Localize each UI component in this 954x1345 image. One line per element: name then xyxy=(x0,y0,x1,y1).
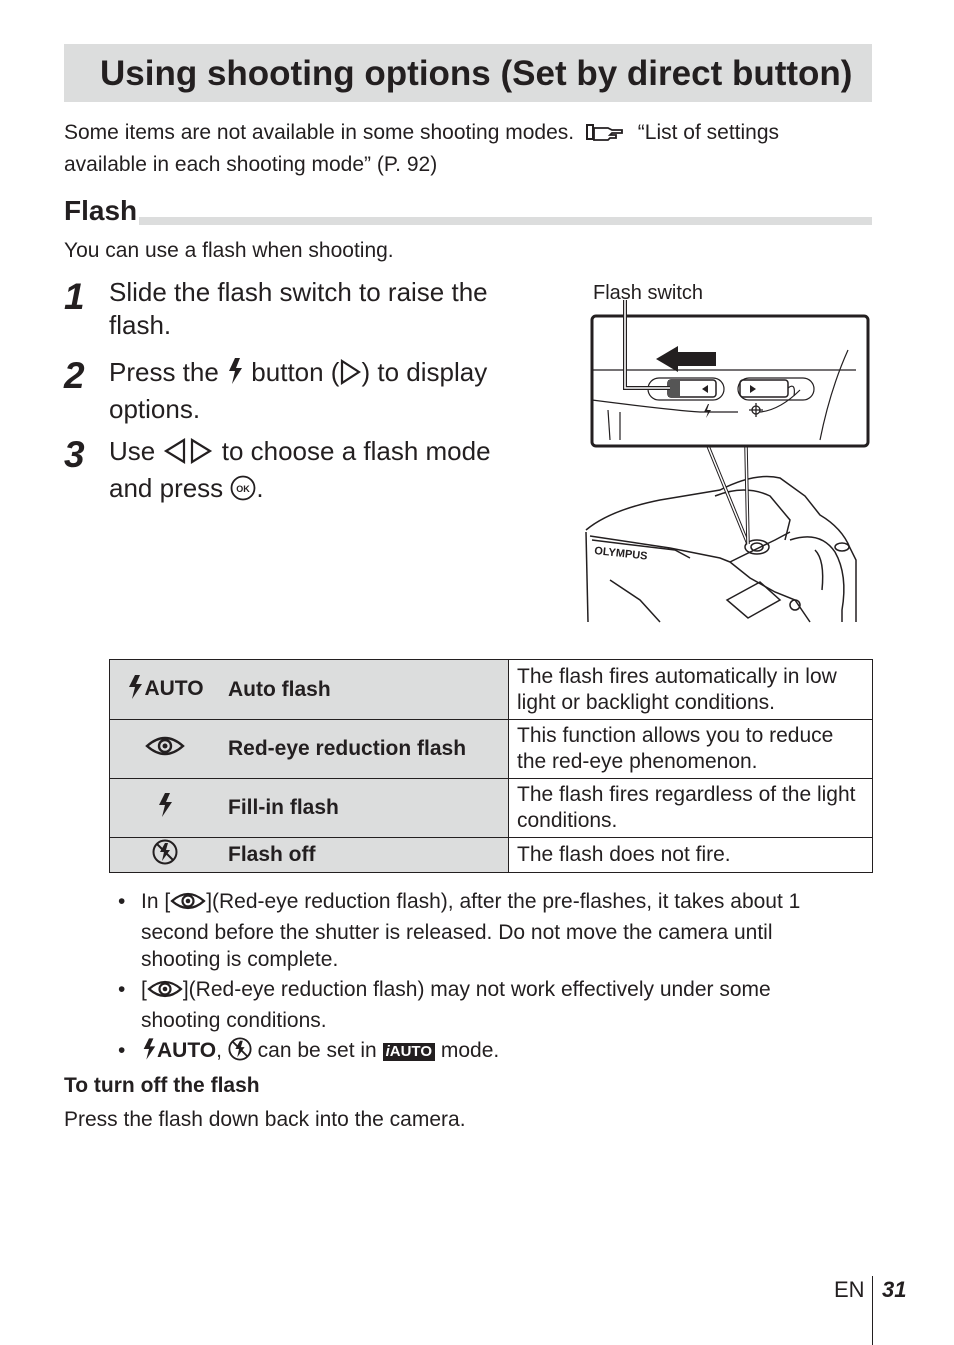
page-number: 31 xyxy=(882,1277,907,1302)
page-title: Using shooting options (Set by direct button) xyxy=(100,54,853,93)
brand-logo: OLYMPUS xyxy=(593,545,649,563)
flash-auto-label: AUTO xyxy=(144,676,204,700)
flash-mode-table xyxy=(109,659,873,873)
table-cell-desc: The flash does not fire. xyxy=(509,838,873,873)
table-cell-desc: The flash fires automatically in low light or backlight conditions. xyxy=(509,660,873,720)
red-eye-icon xyxy=(170,890,206,919)
ok-button-icon xyxy=(230,475,256,509)
table-cell-name: Auto flash xyxy=(220,660,509,720)
section-description: You can use a flash when shooting. xyxy=(64,239,394,262)
note-text: ](Red-eye reduction flash) may not work effectively under some shooting conditions. xyxy=(141,978,771,1032)
list-item xyxy=(118,976,848,1034)
note-text: In [ xyxy=(141,890,171,913)
right-arrow-icon xyxy=(339,359,361,393)
flash-auto-icon xyxy=(141,1037,157,1068)
table-cell-name: Fill-in flash xyxy=(220,779,509,838)
subsection-text: Press the flash down back into the camera. xyxy=(64,1108,466,1131)
table-cell-icon xyxy=(110,660,221,720)
step-number: 2 xyxy=(64,355,85,396)
iauto-mode-icon: iAUTO xyxy=(383,1043,435,1061)
intro-ref-text-cont: available in each shooting mode” (P. 92) xyxy=(64,153,438,176)
table-row xyxy=(110,779,873,838)
list-item xyxy=(118,888,848,973)
note-text: can be set in xyxy=(257,1039,377,1062)
reference-icon xyxy=(586,121,626,151)
table-cell-desc: The flash fires regardless of the light conditions. xyxy=(509,779,873,838)
flash-off-icon xyxy=(228,1037,252,1068)
diagram-label: Flash switch xyxy=(593,282,704,304)
section-rule xyxy=(64,217,872,225)
red-eye-icon xyxy=(147,978,183,1007)
table-cell-name: Red-eye reduction flash xyxy=(220,720,509,779)
flash-icon xyxy=(156,792,174,824)
flash-auto-icon xyxy=(126,674,144,706)
step-text-part: to choose a flash mode and press xyxy=(109,436,491,503)
table-cell-icon xyxy=(110,720,221,779)
table-cell-name: Flash off xyxy=(220,838,509,873)
table-row xyxy=(110,720,873,779)
list-item xyxy=(118,1037,848,1068)
camera-illustration xyxy=(580,300,875,625)
bullet-dot: • xyxy=(118,1039,126,1062)
step-text-part: ) to display options. xyxy=(109,357,488,424)
note-text: mode. xyxy=(440,1039,500,1062)
footer-language: EN xyxy=(834,1277,865,1302)
step-number: 3 xyxy=(64,434,85,475)
step-text: Slide the flash switch to raise the flash. xyxy=(109,277,488,340)
note-text: ](Red-eye reduction flash), after the pre-flashes, it takes about 1 second before the shutter is released. Do not move the camera until shooting is complete. xyxy=(141,890,801,971)
note-text: [ xyxy=(141,978,147,1001)
step-text xyxy=(109,356,539,426)
intro-text: Some items are not available in some shooting modes. xyxy=(64,121,575,144)
table-row xyxy=(110,838,873,873)
flash-auto-label: AUTO xyxy=(157,1039,217,1062)
intro-paragraph xyxy=(64,119,864,179)
intro-ref-text: “List of settings xyxy=(637,121,780,144)
table-row xyxy=(110,660,873,720)
bullet-dot: • xyxy=(118,978,126,1001)
flash-icon xyxy=(226,357,244,393)
bullet-dot: • xyxy=(118,890,126,913)
table-cell-icon xyxy=(110,779,221,838)
footer-divider xyxy=(872,1276,873,1345)
svg-text:OK: OK xyxy=(236,484,251,494)
notes-list xyxy=(118,888,848,1071)
red-eye-icon xyxy=(145,734,185,764)
flash-off-icon xyxy=(152,839,178,871)
section-heading: Flash xyxy=(64,195,138,226)
step-text-part: Press the xyxy=(109,357,219,387)
table-cell-desc: This function allows you to reduce the red-eye phenomenon. xyxy=(509,720,873,779)
step-text-part: button ( xyxy=(251,357,340,387)
step-text-part: Use xyxy=(109,436,156,466)
step-text-part: . xyxy=(256,473,264,503)
table-cell-icon xyxy=(110,838,221,873)
step-number: 1 xyxy=(64,276,85,317)
left-right-arrows-icon xyxy=(162,438,214,472)
subsection-heading: To turn off the flash xyxy=(64,1074,260,1097)
note-text: , xyxy=(216,1039,222,1062)
step-text xyxy=(109,435,539,509)
